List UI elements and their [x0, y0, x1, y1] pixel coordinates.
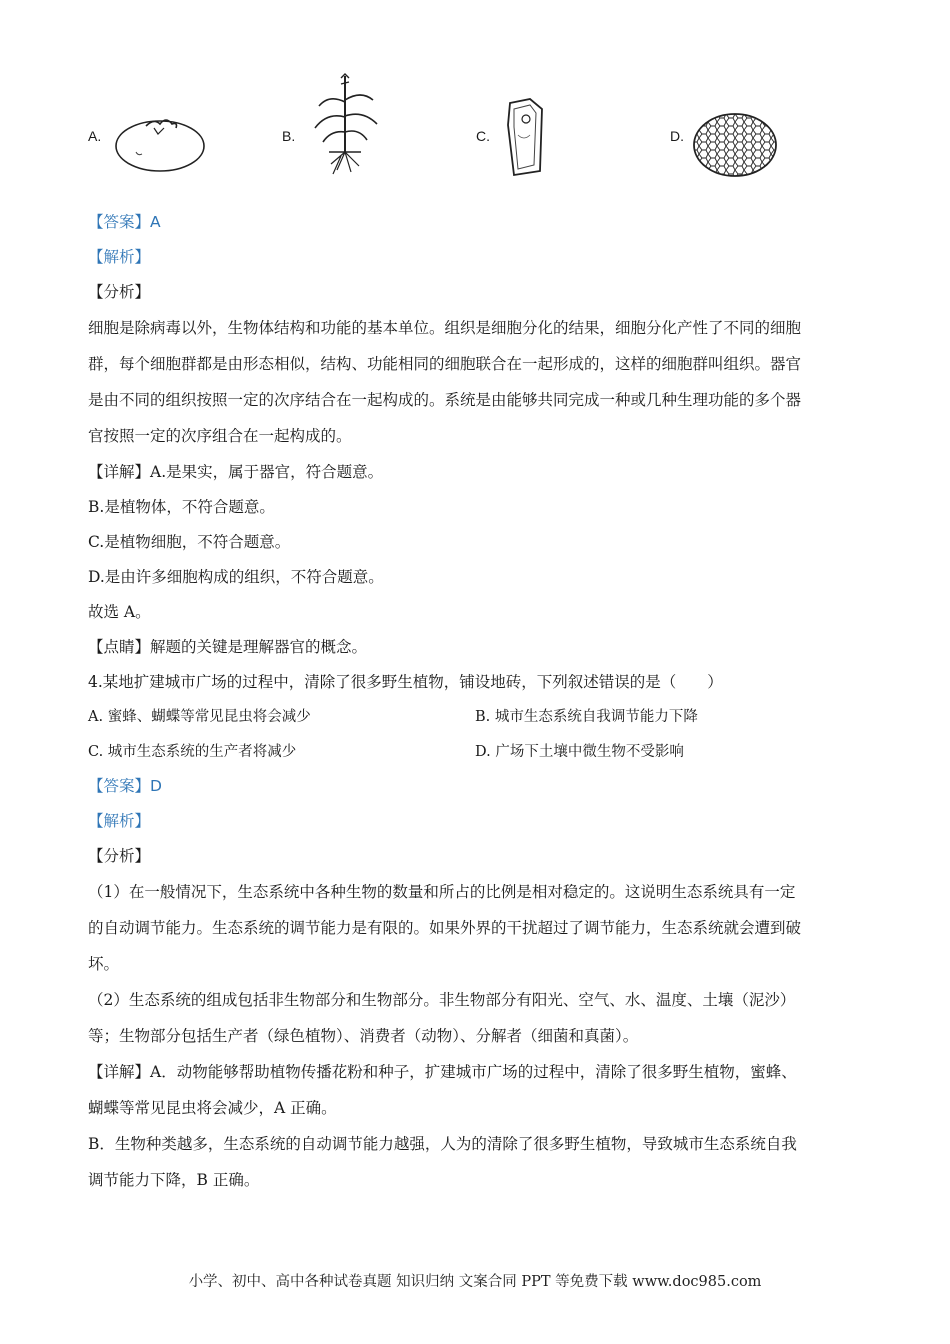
q3-jiexi: 【解析】	[88, 248, 151, 266]
q4-option-d: D. 广场下土壤中微生物不受影响	[475, 744, 684, 760]
q4-analysis-line: 的自动调节能力。生态系统的调节能力是有限的。如果外界的干扰超过了调节能力，生态系统就会遭到破	[88, 919, 802, 937]
q4-analysis-line: （1）在一般情况下，生态系统中各种生物的数量和所占的比例是相对稳定的。这说明生态系统具有一定	[88, 883, 796, 901]
q4-detail-line: 【详解】A．动物能够帮助植物传播花粉和种子，扩建城市广场的过程中，清除了很多野生植物，蜜蜂、	[88, 1063, 797, 1081]
q3-detail-line: 【详解】A.是果实，属于器官，符合题意。	[88, 463, 384, 481]
q3-analysis-line: 群，每个细胞群都是由形态相似，结构、功能相同的细胞联合在一起形成的，这样的细胞群叫组织。器官	[88, 355, 802, 373]
option-c-label: C.	[476, 128, 490, 144]
plant-cell-figure	[500, 95, 550, 177]
tissue-figure	[690, 110, 780, 180]
q4-detail-line: B．生物种类越多，生态系统的自动调节能力越强，人为的清除了很多野生植物，导致城市生态系统自我	[88, 1135, 797, 1153]
q3-analysis-line: 细胞是除病毒以外，生物体结构和功能的基本单位。组织是细胞分化的结果，细胞分化产性了不同的细胞	[88, 319, 802, 337]
q4-analysis-line: 等；生物部分包括生产者（绿色植物）、消费者（动物）、分解者（细菌和真菌）。	[88, 1027, 639, 1045]
q4-analysis-line: （2）生态系统的组成包括非生物部分和生物部分。非生物部分有阳光、空气、水、温度、土壤（泥沙）	[88, 991, 796, 1009]
q4-detail-line: 蝴蝶等常见昆虫将会减少，A 正确。	[88, 1099, 337, 1117]
q3-detail-line: D.是由许多细胞构成的组织，不符合题意。	[88, 568, 384, 586]
q4-option-b: B. 城市生态系统自我调节能力下降	[475, 709, 698, 725]
q3-dianjing: 【点睛】解题的关键是理解器官的概念。	[88, 638, 368, 656]
option-a-label: A.	[88, 128, 102, 144]
q3-detail-line: B.是植物体，不符合题意。	[88, 498, 275, 516]
q4-fenxi-heading: 【分析】	[88, 847, 151, 865]
q4-option-a: A. 蜜蜂、蝴蝶等常见昆虫将会减少	[88, 709, 311, 725]
option-b-label: B.	[282, 128, 296, 144]
plant-figure	[305, 72, 385, 177]
option-d-label: D.	[670, 128, 684, 144]
q4-detail-line: 调节能力下降，B 正确。	[88, 1171, 260, 1189]
q3-detail-line: 故选 A。	[88, 603, 151, 621]
q3-detail-line: C.是植物细胞，不符合题意。	[88, 533, 291, 551]
q4-analysis-line: 坏。	[88, 955, 120, 973]
q3-analysis-line: 是由不同的组织按照一定的次序结合在一起构成的。系统是由能够共同完成一种或几种生理功能的多个器	[88, 391, 802, 409]
q4-question: 4.某地扩建城市广场的过程中，清除了很多野生植物，铺设地砖，下列叙述错误的是（ ）	[88, 673, 723, 691]
q4-jiexi: 【解析】	[88, 812, 151, 830]
q4-option-c: C. 城市生态系统的生产者将减少	[88, 744, 297, 760]
q4-answer: 【答案】D	[88, 777, 162, 795]
q3-analysis-line: 官按照一定的次序组合在一起构成的。	[88, 427, 352, 445]
q3-answer: 【答案】A	[88, 213, 161, 231]
tomato-figure	[110, 112, 210, 174]
q3-fenxi-heading: 【分析】	[88, 283, 151, 301]
page-footer: 小学、初中、高中各种试卷真题 知识归纳 文案合同 PPT 等免费下载 www.doc985.com	[188, 1274, 762, 1290]
